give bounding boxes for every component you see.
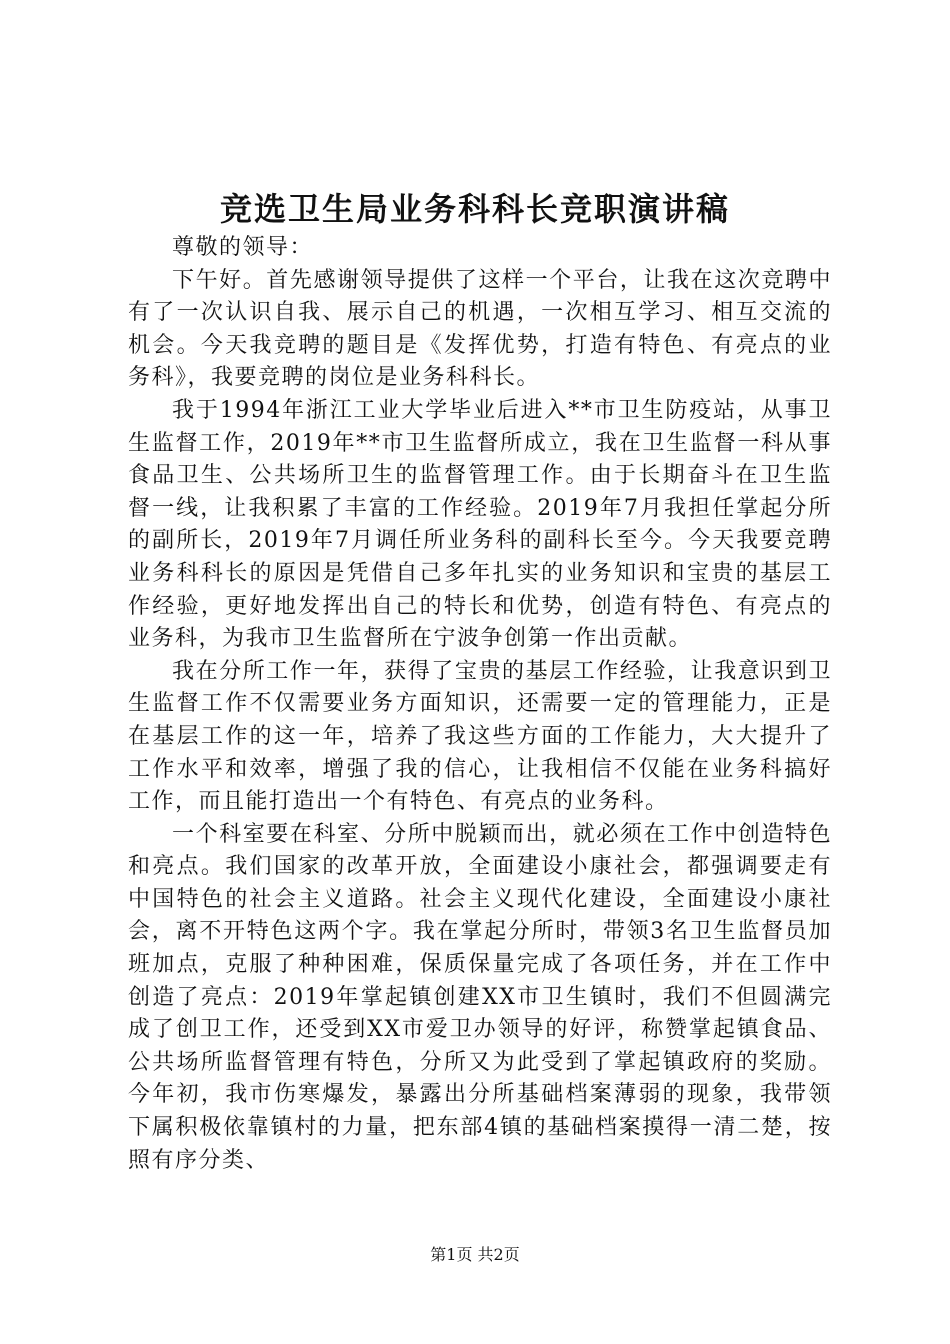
paragraph: 一个科室要在科室、分所中脱颖而出，就必须在工作中创造特色和亮点。我们国家的改革开放，全面建设小康社会，都强调要走有中国特色的社会主义道路。社会主义现代化建设，全面建设小康社会，离不开特色这两个字。我在掌起分所时，带领3名卫生监督员加班加点，克服了种种困难，保质保量完成了各项任务，并在工作中创造了亮点：2019年掌起镇创建XX市卫生镇时，我们不但圆满完成了创卫工作，还受到XX市爱卫办领导的好评，称赞掌起镇食品、公共场所监督管理有特色，分所又为此受到了掌起镇政府的奖励。今年初，我市伤寒爆发，暴露出分所基础档案薄弱的现象，我带领下属积极依靠镇村的力量，把东部4镇的基础档案摸得一清二楚，按照有序分类、: [128, 821, 832, 1173]
document-title: 竞选卫生局业务科科长竞职演讲稿: [219, 190, 730, 228]
paragraph: 下午好。首先感谢领导提供了这样一个平台，让我在这次竞聘中有了一次认识自我、展示自己的机遇，一次相互学习、相互交流的机会。今天我竞聘的题目是《发挥优势，打造有特色、有亮点的业务科》，我要竞聘的岗位是业务科科长。: [128, 267, 832, 391]
paragraph: 我在分所工作一年，获得了宝贵的基层工作经验，让我意识到卫生监督工作不仅需要业务方面知识，还需要一定的管理能力，正是在基层工作的这一年，培养了我这些方面的工作能力，大大提升了工作水平和效率，增强了我的信心，让我相信不仅能在业务科搞好工作，而且能打造出一个有特色、有亮点的业务科。: [128, 658, 832, 815]
page-footer: 第1页 共2页: [430, 1245, 520, 1264]
salutation: 尊敬的领导：: [172, 235, 314, 260]
paragraph: 我于1994年浙江工业大学毕业后进入**市卫生防疫站，从事卫生监督工作，2019年**市卫生监督所成立，我在卫生监督一科从事食品卫生、公共场所卫生的监督管理工作。由于长期奋斗在卫生监督一线，让我积累了丰富的工作经验。2019年7月我担任掌起分所的副所长，2019年7月调任所业务科的副科长至今。今天我要竞聘业务科科长的原因是凭借自己多年扎实的业务知识和宝贵的基层工作经验，更好地发挥出自己的特长和优势，创造有特色、有亮点的业务科，为我市卫生监督所在宁波争创第一作出贡献。: [128, 397, 832, 652]
document-body: [128, 232, 832, 1177]
